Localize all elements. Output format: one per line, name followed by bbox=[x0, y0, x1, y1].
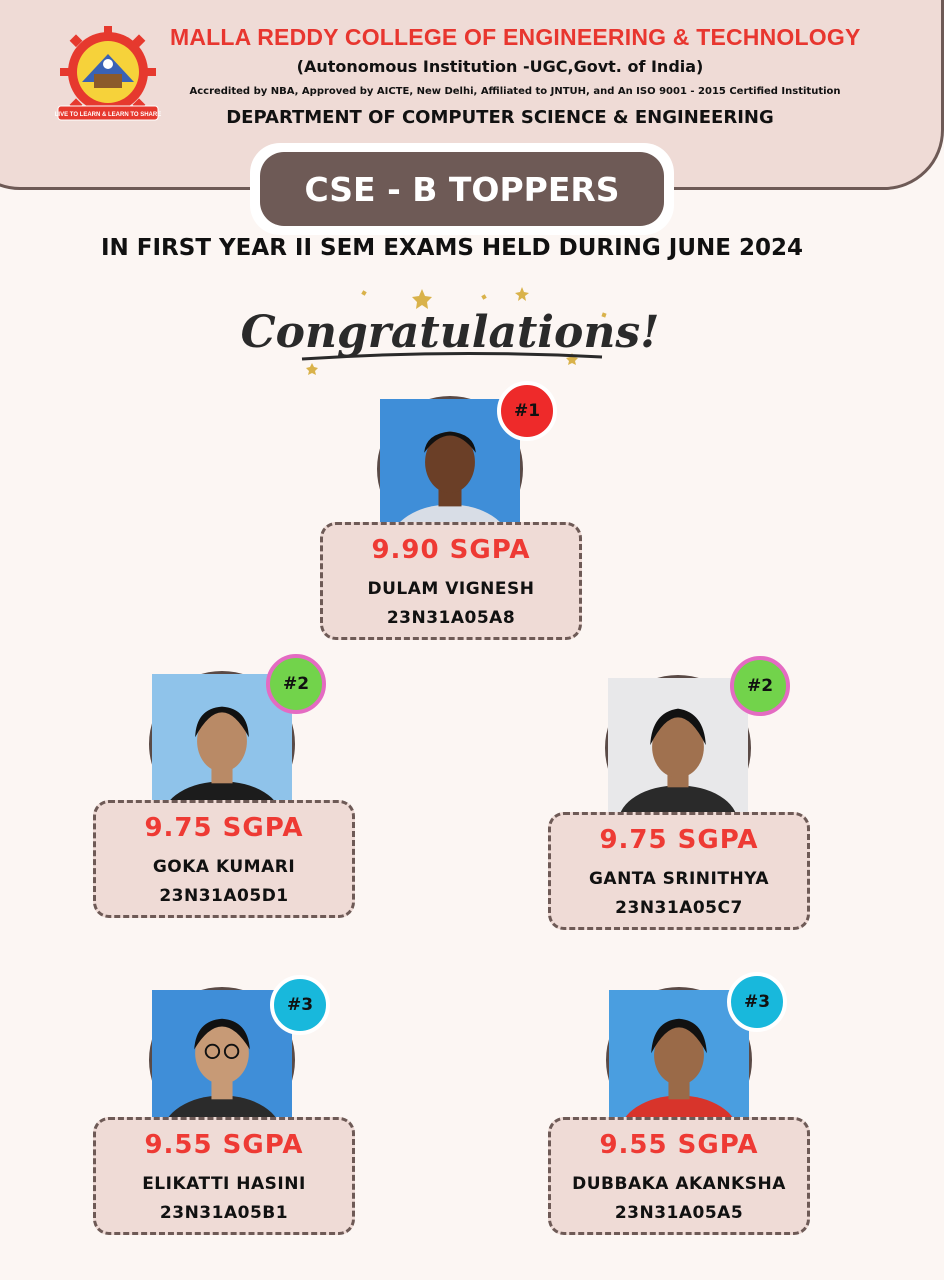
topper-2-rank-badge: #2 bbox=[266, 654, 326, 714]
topper-4-card bbox=[93, 1117, 355, 1235]
topper-3-card bbox=[548, 812, 810, 930]
topper-5-card bbox=[548, 1117, 810, 1235]
topper-2-card bbox=[93, 800, 355, 918]
topper-4-name: ELIKATTI HASINI bbox=[142, 1174, 306, 1194]
topper-4-rank-badge: #3 bbox=[270, 975, 330, 1035]
topper-2-name: GOKA KUMARI bbox=[152, 857, 296, 877]
topper-1-name: DULAM VIGNESH bbox=[367, 579, 535, 599]
topper-4-sgpa: 9.55 SGPA bbox=[144, 1130, 304, 1160]
department-name: DEPARTMENT OF COMPUTER SCIENCE & ENGINEERING bbox=[226, 107, 774, 128]
page-subtitle: IN FIRST YEAR II SEM EXAMS HELD DURING JUNE 2024 bbox=[100, 235, 804, 261]
topper-5-rank-badge: #3 bbox=[727, 972, 787, 1032]
topper-2-sgpa: 9.75 SGPA bbox=[144, 813, 304, 843]
page-title: CSE - B TOPPERS bbox=[260, 152, 664, 226]
congratulations-text: Congratulations! bbox=[240, 307, 660, 358]
topper-1-sgpa: 9.90 SGPA bbox=[371, 535, 531, 565]
topper-3-name: GANTA SRINITHYA bbox=[588, 869, 770, 889]
topper-5-sgpa: 9.55 SGPA bbox=[599, 1130, 759, 1160]
topper-5-roll: 23N31A05A5 bbox=[614, 1203, 744, 1223]
college-name: MALLA REDDY COLLEGE OF ENGINEERING & TECHNOLOGY bbox=[170, 24, 861, 50]
topper-5-name: DUBBAKA AKANKSHA bbox=[572, 1174, 786, 1194]
topper-2-roll: 23N31A05D1 bbox=[159, 886, 289, 906]
topper-1-card bbox=[320, 522, 582, 640]
accreditation-line: Accredited by NBA, Approved by AICTE, New Delhi, Affiliated to JNTUH, and An ISO 9001 - 2015 Certified Institution bbox=[189, 86, 841, 97]
topper-4-roll: 23N31A05B1 bbox=[159, 1203, 289, 1223]
topper-3-sgpa: 9.75 SGPA bbox=[599, 825, 759, 855]
college-logo bbox=[52, 24, 164, 124]
topper-1-roll: 23N31A05A8 bbox=[386, 608, 516, 628]
topper-1-rank-badge: #1 bbox=[497, 381, 557, 441]
congratulations-heading bbox=[240, 283, 660, 375]
institution-status: (Autonomous Institution -UGC,Govt. of India) bbox=[296, 57, 704, 76]
logo-motto: LIVE TO LEARN & LEARN TO SHARE bbox=[54, 112, 162, 118]
topper-3-roll: 23N31A05C7 bbox=[615, 898, 743, 918]
topper-3-rank-badge: #2 bbox=[730, 656, 790, 716]
topper-3-photo bbox=[605, 675, 751, 821]
